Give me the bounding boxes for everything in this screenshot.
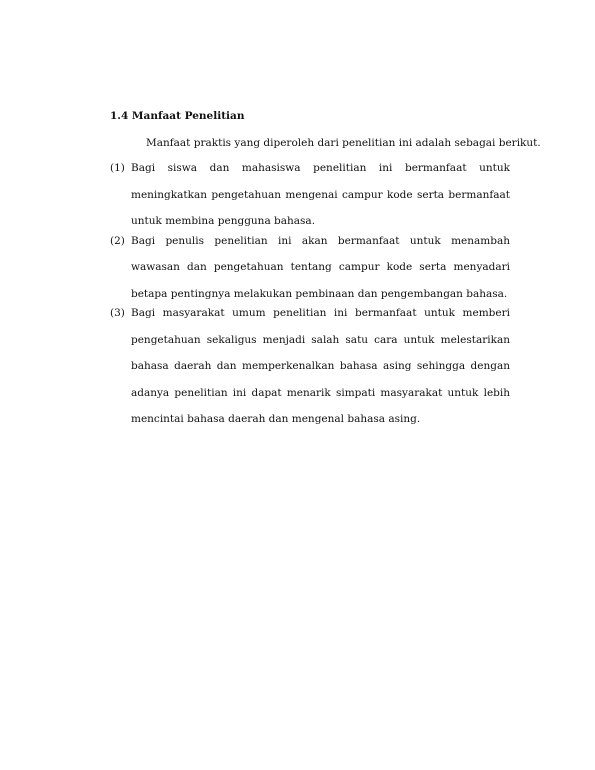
section-heading: 1.4 Manfaat Penelitian	[110, 110, 245, 122]
list-item	[110, 155, 510, 235]
benefit-list	[110, 155, 510, 433]
list-item	[110, 228, 510, 308]
list-item-text: Bagi siswa dan mahasiswa penelitian ini bermanfaat untuk meningkatkan pengetahuan mengenai campur kode serta bermanfaat untuk membina pengguna bahasa.	[131, 162, 510, 227]
list-item-number: (2)	[110, 234, 125, 247]
list-item-number: (1)	[110, 162, 125, 174]
list-item	[110, 300, 510, 433]
section-body	[110, 110, 541, 433]
intro-paragraph: Manfaat praktis yang diperoleh dari penelitian ini adalah sebagai berikut.	[146, 137, 541, 149]
list-item-text: Bagi masyarakat umum penelitian ini bermanfaat untuk memberi pengetahuan sekaligus menjadi salah satu cara untuk melestarikan bahasa daerah dan memperkenalkan bahasa asing sehingga dengan adanya penelitian ini dapat menarik simpati masyarakat untuk lebih mencintai bahasa daerah dan mengenal bahasa asing.	[131, 307, 510, 425]
list-item-number: (3)	[110, 307, 125, 319]
list-item-text: Bagi penulis penelitian ini akan bermanfaat untuk menambah wawasan dan pengetahuan tentang campur kode serta menyadari betapa pentingnya melakukan pembinaan dan pengembangan bahasa.	[131, 234, 510, 300]
